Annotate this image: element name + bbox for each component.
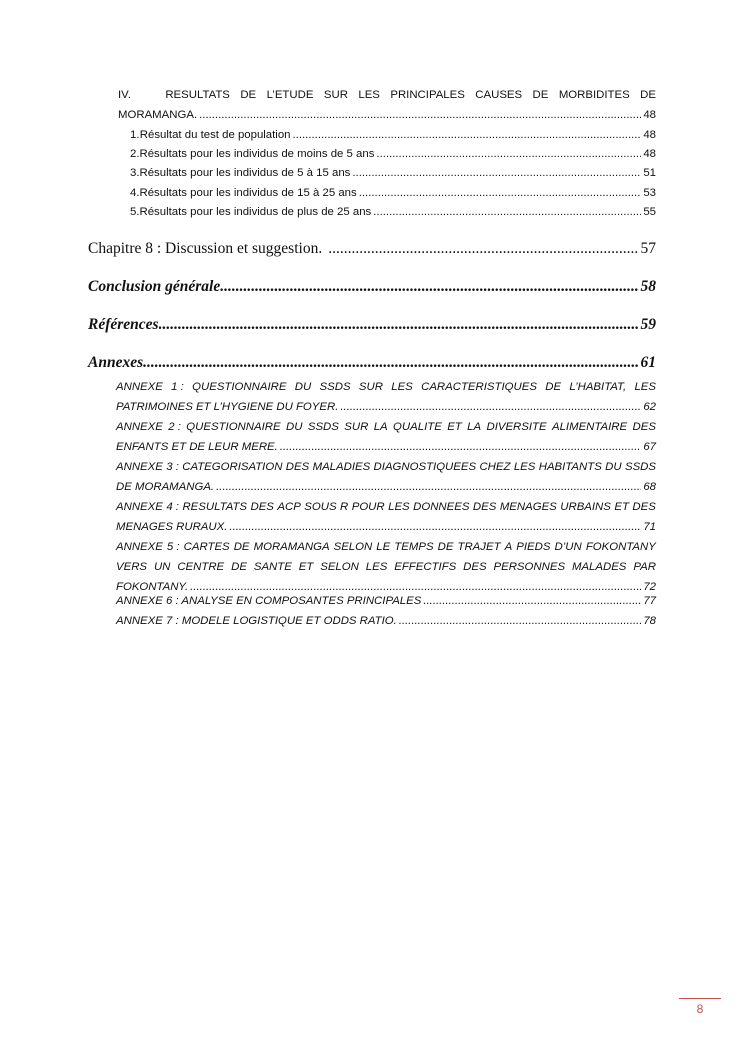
toc-annexe-word: ANNEXE	[116, 461, 163, 473]
toc-annexe-word: DIAGNOSTIQUEES	[373, 461, 477, 473]
toc-annexe-word: POUR	[351, 501, 385, 513]
toc-item-number: 2.	[130, 148, 140, 160]
toc-annexe-word: 2 :	[168, 421, 181, 433]
toc-page-number: 67	[643, 441, 656, 453]
toc-annexe-title-end-text: DE MORAMANGA.	[116, 481, 215, 493]
toc-annexe-word: DU	[286, 421, 303, 433]
toc-annexe-title-line	[116, 421, 656, 433]
toc-annexe-6-label: ANNEXE 6 : ANALYSE EN COMPOSANTES PRINCIPALES	[116, 595, 422, 607]
toc-result-item[interactable]	[130, 129, 656, 141]
toc-section-iv-word: L’ETUDE	[266, 89, 314, 101]
toc-annexes-label: Annexes	[88, 354, 144, 371]
toc-section-iv-line1[interactable]	[118, 89, 656, 101]
toc-annexe-word: ANNEXE	[116, 541, 163, 553]
toc-result-item[interactable]	[130, 148, 656, 160]
toc-annexe-word: SSDS	[624, 461, 656, 473]
toc-annexe-title-line	[116, 461, 656, 473]
toc-annexe-word: QUALITE	[393, 421, 442, 433]
toc-annexe-word: ANNEXE	[116, 381, 163, 393]
toc-annexes[interactable]	[88, 354, 656, 372]
toc-annexe-word: RESULTATS	[182, 501, 248, 513]
toc-annexe-word: TEMPS	[394, 541, 434, 553]
toc-page-number: 61	[640, 354, 656, 371]
toc-leader	[373, 206, 641, 218]
toc-annexe-title-end	[116, 441, 656, 453]
toc-leader	[143, 354, 638, 372]
toc-annexe-word: SSDS	[307, 421, 339, 433]
toc-annexe-word: UN	[153, 561, 171, 573]
toc-annexe-title-line	[116, 561, 656, 573]
toc-section-iv-word: LES	[358, 89, 380, 101]
toc-section-iv-title-end: MORAMANGA.	[118, 109, 198, 121]
toc-item-number: 3.	[130, 167, 140, 179]
toc-annexe-word: EFFECTIFS	[394, 561, 457, 573]
footer-page-number: 8	[696, 1002, 704, 1016]
toc-section-iv-word: CAUSES	[475, 89, 523, 101]
toc-page-number: 48	[643, 129, 656, 141]
toc-annexe-word: DONNEES	[413, 501, 470, 513]
toc-annexe-word: MORAMANGA	[253, 541, 330, 553]
toc-conclusion-label: Conclusion générale	[88, 278, 221, 295]
toc-result-item[interactable]	[130, 167, 656, 179]
toc-section-iv-word: RESULTATS	[165, 89, 230, 101]
toc-section-iv-word: SUR	[323, 89, 348, 101]
toc-annexe-title-end-text: ENFANTS ET DE LEUR MERE.	[116, 441, 278, 453]
toc-leader	[352, 167, 641, 179]
toc-annexe-word: R	[340, 501, 349, 513]
toc-page-number: 62	[643, 401, 656, 413]
toc-leader	[280, 441, 642, 453]
toc-annexe-word: DES	[472, 501, 497, 513]
toc-annexe-word: QUESTIONNAIRE	[186, 421, 281, 433]
toc-annexe-word: LE	[376, 541, 391, 553]
toc-section-iv-word: PRINCIPALES	[390, 89, 465, 101]
toc-annexe-word: ET	[447, 421, 462, 433]
toc-annexe-word: FOKONTANY	[585, 541, 656, 553]
toc-annexe-word: ALIMENTAIRE	[552, 421, 628, 433]
toc-annexe-word: 3 :	[166, 461, 179, 473]
toc-annexe-word: SELON	[320, 561, 359, 573]
toc-annexe-word: 5 :	[166, 541, 180, 553]
footer-rule	[679, 998, 721, 999]
toc-annexe-word: DU	[605, 461, 622, 473]
toc-leader	[340, 401, 641, 413]
toc-leader	[328, 240, 638, 258]
toc-annexe-title-end-text: PATRIMOINES ET L’HYGIENE DU FOYER.	[116, 401, 339, 413]
toc-annexe-word: ANNEXE	[116, 501, 163, 513]
toc-item-label: Résultat du test de population	[139, 129, 291, 141]
toc-annexe-word: SUR	[344, 421, 369, 433]
toc-annexe-word: HABITANTS	[538, 461, 602, 473]
toc-item-label: Résultats pour les individus de 5 à 15 ans	[139, 167, 351, 179]
toc-leader	[199, 109, 641, 121]
toc-annexe-word: 1 :	[171, 381, 184, 393]
toc-annexe-word: L’HABITAT,	[569, 381, 627, 393]
toc-annexe-word: PAR	[633, 561, 656, 573]
toc-page-number: 58	[640, 278, 656, 295]
toc-chapitre-8-label: Chapitre 8 : Discussion et suggestion.	[88, 240, 323, 257]
toc-annexe-title-end-text: FOKONTANY.	[116, 581, 189, 593]
toc-annexe-word: CATEGORISATION	[182, 461, 283, 473]
toc-leader	[216, 481, 641, 493]
toc-annexe-word: LES	[513, 461, 536, 473]
toc-annexe-word: DE	[545, 381, 562, 393]
toc-annexe-word: SUR	[358, 381, 383, 393]
toc-item-label: Résultats pour les individus de plus de 25 ans	[139, 206, 372, 218]
toc-section-iv-word: DE	[532, 89, 549, 101]
toc-annexe-word: LES	[634, 381, 656, 393]
toc-annexe-word: SELON	[333, 541, 373, 553]
toc-page-number: 71	[643, 521, 656, 533]
toc-item-number: 1.	[130, 129, 140, 141]
toc-page-number: 51	[643, 167, 656, 179]
toc-annexe-title-end-text: MENAGES RURAUX.	[116, 521, 228, 533]
toc-annexe-title-line	[116, 541, 656, 553]
toc-leader	[190, 581, 641, 593]
toc-leader	[229, 521, 641, 533]
toc-annexe-word: CHEZ	[479, 461, 511, 473]
toc-annexe-title-end	[116, 401, 656, 413]
toc-annexe-word: MALADES	[571, 561, 627, 573]
toc-page-number: 53	[643, 187, 656, 199]
toc-references[interactable]	[88, 316, 656, 334]
toc-annexe-title-end	[116, 481, 656, 493]
toc-annexe-word: LA	[467, 421, 482, 433]
toc-annexe-word: DES	[250, 501, 274, 513]
toc-page-number: 48	[643, 109, 656, 121]
toc-annexe-word: ET	[614, 501, 629, 513]
toc-item-label: Résultats pour les individus de moins de 5 ans	[139, 148, 375, 160]
toc-annexe-word: LA	[373, 421, 388, 433]
toc-leader	[293, 129, 642, 141]
toc-section-iv-word: DE	[640, 89, 656, 101]
toc-annexe-title-line	[116, 501, 656, 513]
toc-annexe-word: DU	[294, 381, 312, 393]
toc-leader	[159, 316, 639, 334]
toc-annexe-word: PIEDS	[516, 541, 551, 553]
toc-annexe-word: PERSONNES	[493, 561, 566, 573]
toc-annexe-word: DIVERSITE	[486, 421, 547, 433]
toc-annexe-word: MALADIES	[312, 461, 371, 473]
toc-annexe-word: URBAINS	[560, 501, 611, 513]
toc-page-number: 59	[640, 316, 656, 333]
toc-leader	[220, 278, 638, 296]
toc-leader	[376, 148, 641, 160]
toc-annexe-word: DES	[285, 461, 310, 473]
toc-result-item[interactable]	[130, 187, 656, 199]
toc-annexe-7[interactable]	[116, 615, 656, 627]
toc-annexe-word: LES	[365, 561, 388, 573]
toc-page-number: 77	[643, 595, 656, 607]
toc-annexe-word: LES	[391, 381, 413, 393]
toc-page-number: 68	[643, 481, 656, 493]
toc-annexe-word: DES	[632, 421, 656, 433]
toc-annexe-title-end	[116, 581, 656, 593]
toc-section-iv-word: MORBIDITES	[558, 89, 630, 101]
toc-section-iv-number: IV.	[118, 89, 131, 101]
toc-item-number: 4.	[130, 187, 140, 199]
toc-annexe-word: D’UN	[554, 541, 582, 553]
toc-annexe-6[interactable]	[116, 595, 656, 607]
toc-page-number: 55	[643, 206, 656, 218]
toc-annexe-title-line	[116, 381, 656, 393]
toc-leader	[399, 615, 642, 627]
toc-chapitre-8[interactable]	[88, 240, 656, 258]
toc-annexe-word: TRAJET	[457, 541, 501, 553]
toc-annexe-word: DES	[463, 561, 487, 573]
toc-annexe-word: SSDS	[319, 381, 351, 393]
toc-annexe-title-end	[116, 521, 656, 533]
toc-page-number: 57	[640, 240, 656, 257]
toc-annexe-word: ACP	[277, 501, 301, 513]
toc-annexe-word: A	[504, 541, 513, 553]
toc-annexe-word: DE	[231, 561, 247, 573]
toc-result-item[interactable]	[130, 206, 656, 218]
toc-annexe-word: SANTE	[253, 561, 292, 573]
toc-annexe-word: LES	[388, 501, 410, 513]
toc-page-number: 48	[643, 148, 656, 160]
toc-page-number: 72	[643, 581, 656, 593]
toc-annexe-word: MENAGES	[499, 501, 557, 513]
toc-leader	[423, 595, 641, 607]
toc-annexe-word: CENTRE	[177, 561, 225, 573]
toc-annexe-word: ET	[298, 561, 314, 573]
toc-annexe-word: 4 :	[166, 501, 179, 513]
toc-item-number: 5.	[130, 206, 140, 218]
toc-annexe-word: VERS	[116, 561, 148, 573]
toc-section-iv-line2[interactable]	[118, 109, 656, 121]
toc-annexe-word: CARACTERISTIQUES	[421, 381, 537, 393]
toc-annexe-word: SOUS	[304, 501, 337, 513]
toc-annexe-word: DES	[632, 501, 656, 513]
toc-leader	[359, 187, 642, 199]
toc-annexe-word: ANNEXE	[116, 421, 163, 433]
toc-annexe-word: CARTES	[183, 541, 230, 553]
toc-annexe-word: QUESTIONNAIRE	[192, 381, 287, 393]
toc-page-number: 78	[643, 615, 656, 627]
toc-annexe-7-label: ANNEXE 7 : MODELE LOGISTIQUE ET ODDS RATIO.	[116, 615, 397, 627]
toc-annexe-word: DE	[437, 541, 454, 553]
toc-annexe-word: DE	[233, 541, 250, 553]
toc-item-label: Résultats pour les individus de 15 à 25 ans	[139, 187, 357, 199]
toc-conclusion[interactable]	[88, 278, 656, 296]
toc-section-iv-word: DE	[240, 89, 257, 101]
toc-references-label: Références	[88, 316, 159, 333]
